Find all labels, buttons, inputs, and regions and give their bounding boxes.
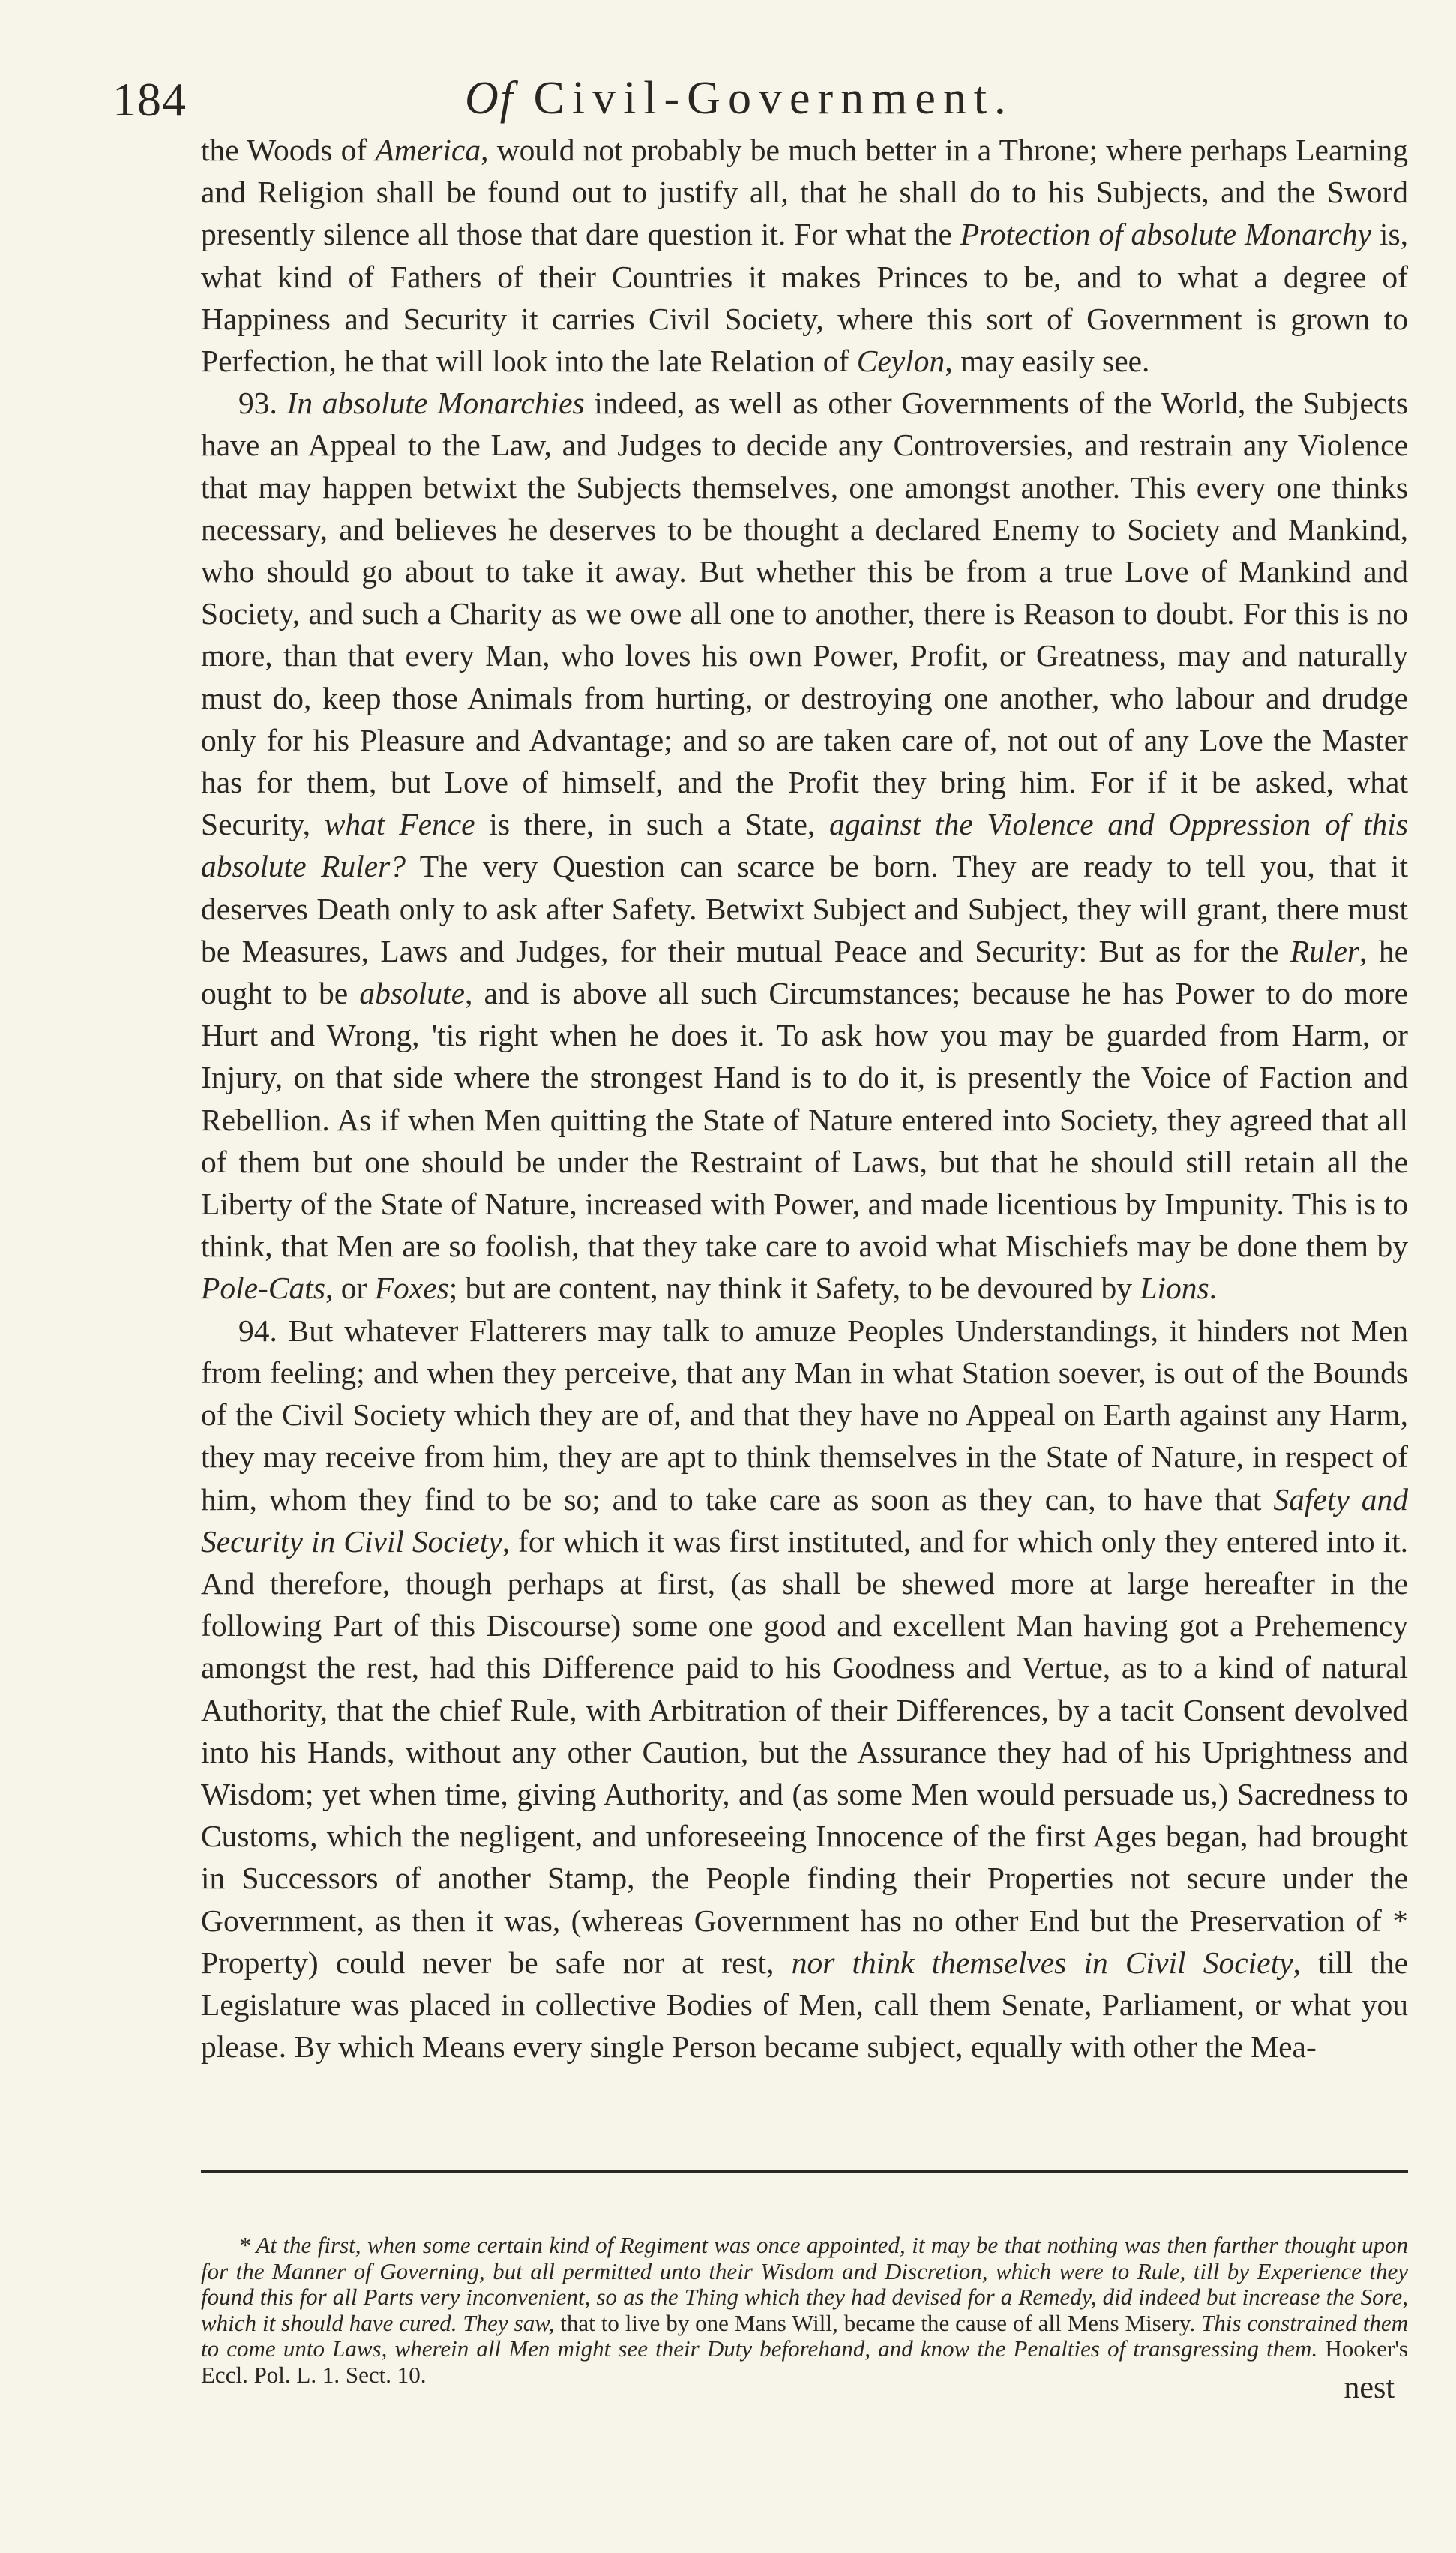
italic-run: America [375,133,481,167]
text-run: ; but are content, nay think it Safety, to be devoured by [448,1270,1140,1306]
running-head [112,72,1402,132]
paragraph-93 [201,382,1408,1309]
paragraph-94 [201,1310,1408,2068]
footnote-citation: Hooker's Eccl. Pol. L. 1. Sect. 10. [201,2336,1408,2388]
italic-run: This constrained them to come unto Laws, wherein all Men might see their Duty beforehand, and know the Penalties of transgressing them. [201,2309,1408,2362]
running-title-of: Of [465,73,514,124]
page-number: 184 [112,73,187,126]
text-run: the Woods of [201,133,376,167]
text-run: that to live by one Mans Will, became the cause of all Mens Misery. [554,2309,1202,2336]
text-run: , he ought to be [201,933,1408,1011]
italic-run: In absolute Monarchies [286,386,585,421]
text-run: , or [325,1270,375,1306]
text-run: , for which it was first instituted, and for which only they entered into it. And therefore, though perhaps at first, (as shall be shewed more at large hereafter in the following Part of this Discourse) some one good and excellent Man having got a Prehemency amongst the rest, had this Difference paid to his Goodness and Vertue, as to a kind of natural Authority, that the chief Rule, with Arbitration of their Differences, by a tacit Consent devolved into his Hands, without any other Caution, but the Assurance they had of his Uprightness and Wisdom; yet when time, giving Authority, and (as some Men would persuade us,) Sacredness to Customs, which the negligent, and unforeseeing Innocence of the first Ages began, had brought in Successors of another Stamp, the People finding their Properties not secure under the Government, as then it was, (whereas Government has no other End but the Preservation of * Property) could never be safe nor at rest, [201,1523,1408,1980]
text-run: , and is above all such Circumstances; because he has Power to do more Hurt and Wrong, 'tis right when he does it. To ask how you may be guarded from Harm, or Injury, on that side where the strongest Hand is to do it, is presently the Voice of Faction and Rebellion. As if when Men quitting the State of Nature entered into Society, they agreed that all of them but one should be under the Restraint of Laws, but that he should still retain all the Liberty of the State of Nature, increased with Power, and made licentious by Impunity. This is to think, that Men are so foolish, that they take care to avoid what Mischiefs may be done them by [201,976,1408,1264]
italic-run: Lions [1140,1270,1209,1306]
text-run: indeed, as well as other Governments of the World, the Subjects have an Appeal to the Law, and Judges to decide any Controversies, and restrain any Violence that may happen betwixt the Subjects themselves, one amongst another. This every one thinks necessary, and believes he deserves to be thought a declared Enemy to Society and Mankind, who should go about to take it away. But whether this be from a true Love of Mankind and Society, and such a Charity as we owe all one to another, there is Reason to doubt. For this is no more, than that every Man, who loves his own Power, Profit, or Greatness, may and naturally must do, keep those Animals from hurting, or destroying one another, who labour and drudge only for his Pleasure and Advantage; and so are taken care of, not out of any Love the Master has for them, but Love of himself, and the Profit they bring him. For if it be asked, what Security, [201,386,1408,842]
italic-run: Ruler [1290,933,1360,968]
text-run: , may easily see. [945,344,1150,379]
paragraph-continuation [201,129,1408,382]
section-number: 93. [238,386,287,421]
text-run: is there, in such a State, [475,807,830,842]
italic-run: * At the first, when some certain kind of Regiment was once appointed, it may be that nothing was then farther thought upon for the Manner of Governing, but all permitted unto their Wisdom and Discretion, which were to Rule, till by Experience they found this for all Parts very inconvenient, so as the Thing which they had devised for a Remedy, did indeed but increase the Sore, which it should have cured. They saw, [201,2232,1408,2336]
text-run: , till the Legislature was placed in collective Bodies of Men, call them Senate, Parliament, or what you please. By which Means every single Person became subject, equally with other the Mea- [201,1945,1408,2065]
running-title [465,72,1014,125]
italic-run: Protection of absolute Monarchy [960,217,1372,252]
text-run: is, what kind of Fathers of their Countries it makes Princes to be, and to what a degree of Happiness and Security it carries Civil Society, where this sort of Government is grown to Perfection, he that will look into the late Relation of [201,217,1408,379]
footnote [201,2233,1408,2389]
italic-run: Pole-Cats [201,1270,325,1306]
italic-run: Ceylon [856,344,945,379]
italic-run: absolute [359,976,465,1011]
italic-run: nor think themselves in Civil Society [791,1945,1293,1980]
main-text [201,129,1408,2068]
italic-run: Foxes [374,1270,449,1306]
running-title-main: Civil-Government. [533,73,1014,124]
catchword: nest [1344,2371,1395,2405]
footnote-rule [201,2170,1408,2174]
text-run: . [1209,1270,1218,1306]
italic-run: Safety and Security in Civil Society [201,1481,1408,1558]
text-run: The very Question can scarce be born. They are ready to tell you, that it deserves Death only to ask after Safety. Betwixt Subject and Subject, they will grant, there must be Measures, Laws and Judges, for their mutual Peace and Security: But as for the [201,849,1408,968]
text-run: 94. But whatever Flatterers may talk to amuze Peoples Understandings, it hinders not Men from feeling; and when they perceive, that any Man in what Station soever, is out of the Bounds of the Civil Society which they are of, and that they have no Appeal on Earth against any Harm, they may receive from him, they are apt to think themselves in the State of Nature, in respect of him, whom they find to be so; and to take care as soon as they can, to have that [201,1312,1408,1516]
italic-run: against the Violence and Oppression of this absolute Ruler? [201,807,1408,884]
italic-run: what Fence [324,807,475,842]
text-run: , would not probably be much better in a Throne; where perhaps Learning and Religion shall be found out to justify all, that he shall do to his Subjects, and the Sword presently silence all those that dare question it. For what the [201,133,1408,252]
